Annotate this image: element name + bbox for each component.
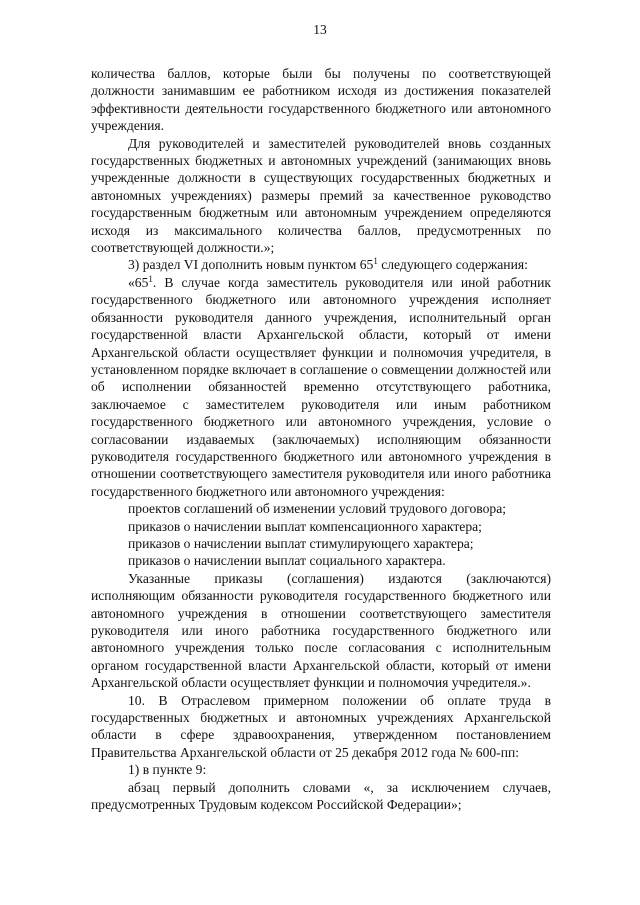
paragraph-subitem-1: 1) в пункте 9: bbox=[128, 762, 207, 778]
superscript: 1 bbox=[148, 273, 153, 284]
page-number: 13 bbox=[313, 22, 327, 37]
list-item: приказов о начислении выплат стимулирующего характера; bbox=[128, 535, 474, 551]
amendment-text-tail: следующего содержания: bbox=[377, 257, 528, 273]
document-body bbox=[91, 65, 551, 813]
clause-number: «65 bbox=[128, 274, 149, 290]
amendment-text: 3) раздел VI дополнить новым пунктом 65 bbox=[128, 257, 374, 273]
superscript: 1 bbox=[373, 256, 378, 267]
paragraph-new-institutions: Для руководителей и заместителей руководителей вновь созданных государственных бюджетных и автономных учреждений (занимающих вновь учрежденные должности в существующих государственных бюджетных и автономных учреждениях) размеры премий за качественное руководство государственным бюджетным или автономным учреждением определяются исходя из максимального количества баллов, предусмотренных по соответствующей должности.»; bbox=[91, 135, 551, 256]
clause-text: . В случае когда заместитель руководителя или иной работник государственного бюджетного или автономного учреждения исполняет обязанности руководителя данного учреждения, исполнительный орган государственной власти Архангельской области, который от имени Архангельской области осуществляет функции и полномочия учредителя, в установленном порядке включает в соглашение о совмещении должностей или об исполнении обязанностей временно отсутствующего работника, заключаемое с заместителем руководителя или иным работником государственного бюджетного или автономного учреждения, условие о согласовании издаваемых (заключаемых) исполняющим обязанности руководителя государственного бюджетного или автономного учреждения в отношении соответствующего заместителя руководителя или иного работника государственного бюджетного или автономного учреждения: bbox=[91, 274, 551, 499]
paragraph-orders-approval: Указанные приказы (соглашения) издаются (заключаются) исполняющим обязанности руководителя государственного бюджетного или автономного учреждения в отношении соответствующего заместителя руководителя или иного работника государственного бюджетного или автономного учреждения только после согласования с исполнительным органом государственной власти Архангельской области, который от имени Архангельской области осуществляет функции и полномочия учредителя.». bbox=[91, 570, 551, 691]
paragraph-item-10: 10. В Отраслевом примерном положении об оплате труда в государственных бюджетных и автономных учреждениях Архангельской области в сфере здравоохранения, утвержденном постановлением Правительства Архангельской области от 25 декабря 2012 года № 600-пп: bbox=[91, 692, 551, 760]
paragraph-clause-65-1 bbox=[91, 274, 551, 500]
paragraph-continuation: количества баллов, которые были бы получены по соответствующей должности занимавшим ее работником исходя из достижения показателей эффективности деятельности государственного бюджетного или автономного учреждения. bbox=[91, 66, 551, 134]
list-item: приказов о начислении выплат компенсационного характера; bbox=[128, 518, 482, 534]
paragraph-section-vi-amendment bbox=[91, 256, 551, 273]
list-item: приказов о начислении выплат социального характера. bbox=[128, 553, 446, 569]
list-item: проектов соглашений об изменении условий трудового договора; bbox=[128, 501, 507, 517]
paragraph-first-abzac: абзац первый дополнить словами «, за исключением случаев, предусмотренных Трудовым кодексом Российской Федерации»; bbox=[91, 779, 551, 813]
